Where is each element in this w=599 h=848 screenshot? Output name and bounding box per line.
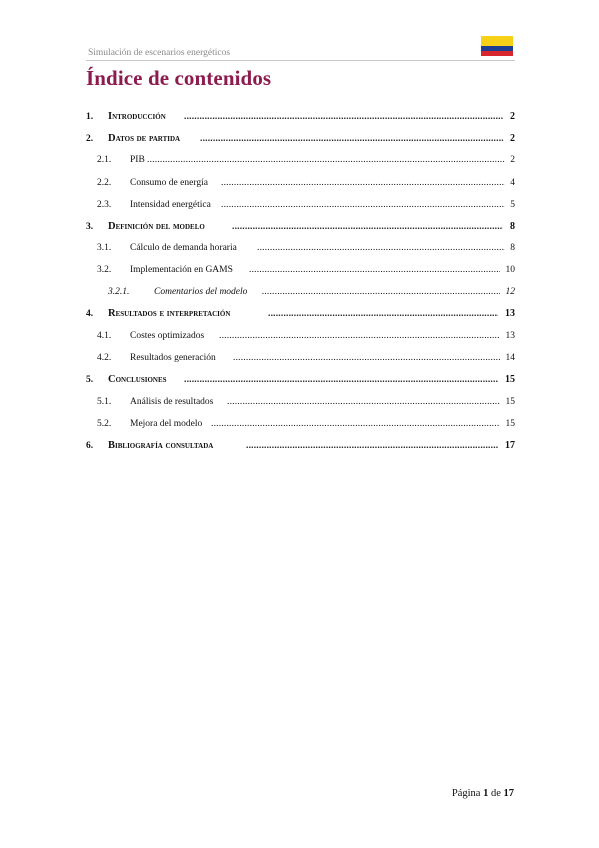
- toc-entry-label: PIB: [130, 155, 145, 165]
- toc-entry-page: 15: [505, 374, 515, 385]
- toc-entry-page: 15: [505, 419, 515, 429]
- footer-of-word: de: [490, 788, 501, 799]
- toc-entry-number: 5.1.: [97, 397, 112, 407]
- toc-entry-leader: [147, 153, 505, 167]
- toc-entry-leader: [184, 110, 503, 124]
- toc-entry-implementacion-gams[interactable]: [97, 263, 515, 277]
- toc-entry-label: Conclusiones: [108, 374, 167, 385]
- toc-entry-leader: [249, 263, 500, 277]
- toc-entry-conclusiones[interactable]: [86, 373, 515, 387]
- toc-entry-label: Bibliografía consultada: [108, 440, 214, 451]
- footer-total-pages: 17: [503, 788, 514, 799]
- toc-entry-page: 2: [510, 133, 515, 144]
- toc-entry-bibliografia[interactable]: [86, 439, 515, 453]
- toc-entry-page: 12: [505, 287, 515, 297]
- toc-entry-page: 13: [505, 308, 515, 319]
- toc-entry-leader: [268, 307, 498, 321]
- toc-entry-mejora-del-modelo[interactable]: [97, 417, 515, 431]
- toc-entry-number: 5.: [86, 375, 94, 385]
- toc-entry-label: Datos de partida: [108, 133, 181, 144]
- toc-entry-label: Análisis de resultados: [130, 397, 214, 407]
- toc-entry-page: 17: [505, 440, 515, 451]
- toc-entry-number: 2.3.: [97, 200, 112, 210]
- toc-entry-definicion-del-modelo[interactable]: [86, 220, 515, 234]
- toc-entry-number: 1.: [86, 112, 94, 122]
- toc-entry-label: Mejora del modelo: [130, 419, 203, 429]
- toc-entry-label: Resultados generación: [130, 353, 216, 363]
- toc-entry-leader: [221, 198, 505, 212]
- toc-entry-datos-de-partida[interactable]: [86, 132, 515, 146]
- toc-entry-number: 2.1.: [97, 155, 112, 165]
- toc-entry-page: 15: [505, 397, 515, 407]
- toc-entry-number: 3.: [86, 222, 94, 232]
- toc-entry-leader: [200, 132, 503, 146]
- page-title: Índice de contenidos: [86, 66, 272, 90]
- toc-entry-page: 4: [510, 178, 515, 188]
- toc-entry-label: Resultados e interpretación: [108, 308, 231, 319]
- toc-entry-page: 2: [510, 111, 515, 122]
- toc-entry-number: 4.2.: [97, 353, 112, 363]
- toc-entry-label: Introducción: [108, 111, 166, 122]
- page-footer: [420, 788, 514, 799]
- toc-entry-label: Costes optimizados: [130, 331, 205, 341]
- flag-red-band: [481, 51, 513, 56]
- toc-entry-number: 3.1.: [97, 243, 112, 253]
- running-header: Simulación de escenarios energéticos: [88, 48, 231, 58]
- toc-entry-number: 2.: [86, 134, 94, 144]
- toc-entry-comentarios-del-modelo[interactable]: [108, 285, 515, 299]
- toc-entry-pib[interactable]: [97, 153, 515, 167]
- toc-entry-number: 4.: [86, 309, 94, 319]
- toc-entry-consumo-de-energia[interactable]: [97, 176, 515, 190]
- toc-entry-leader: [184, 373, 498, 387]
- toc-entry-analisis-resultados[interactable]: [97, 395, 515, 409]
- toc-entry-intensidad-energetica[interactable]: [97, 198, 515, 212]
- footer-page-word: Página: [451, 788, 481, 799]
- toc-entry-page: 14: [505, 353, 515, 363]
- toc-entry-label: Cálculo de demanda horaria: [130, 243, 237, 253]
- toc-entry-leader: [211, 417, 500, 431]
- toc-entry-page: 2: [510, 155, 515, 165]
- toc-entry-number: 5.2.: [97, 419, 112, 429]
- toc-entry-introduccion[interactable]: [86, 110, 515, 124]
- toc-entry-calculo-demanda-horaria[interactable]: [97, 241, 515, 255]
- toc-entry-leader: [262, 285, 500, 299]
- toc-entry-number: 2.2.: [97, 178, 112, 188]
- toc-entry-label: Implementación en GAMS: [130, 265, 233, 275]
- colombia-flag-icon: [481, 36, 513, 56]
- toc-entry-leader: [227, 395, 500, 409]
- toc-entry-label: Consumo de energía: [130, 178, 208, 188]
- toc-entry-label: Definición del modelo: [108, 221, 205, 232]
- toc-entry-page: 5: [510, 200, 515, 210]
- toc-entry-page: 13: [505, 331, 515, 341]
- toc-entry-leader: [221, 176, 505, 190]
- toc-entry-leader: [232, 220, 503, 234]
- toc-entry-costes-optimizados[interactable]: [97, 329, 515, 343]
- toc-entry-label: Comentarios del modelo: [154, 287, 248, 297]
- toc-entry-number: 3.2.1.: [108, 287, 130, 297]
- toc-entry-page: 8: [510, 243, 515, 253]
- toc-entry-leader: [219, 329, 500, 343]
- toc-entry-number: 6.: [86, 441, 94, 451]
- toc-entry-resultados-interpretacion[interactable]: [86, 307, 515, 321]
- toc-entry-label: Intensidad energética: [130, 200, 211, 210]
- toc-entry-page: 8: [510, 221, 515, 232]
- toc-entry-leader: [257, 241, 505, 255]
- toc-entry-resultados-generacion[interactable]: [97, 351, 515, 365]
- toc-entry-leader: [246, 439, 498, 453]
- toc-entry-page: 10: [505, 265, 515, 275]
- footer-current-page: 1: [483, 788, 489, 799]
- toc-entry-leader: [233, 351, 500, 365]
- header-divider: [86, 60, 515, 61]
- flag-yellow-band: [481, 36, 513, 46]
- toc-entry-number: 4.1.: [97, 331, 112, 341]
- toc-entry-number: 3.2.: [97, 265, 112, 275]
